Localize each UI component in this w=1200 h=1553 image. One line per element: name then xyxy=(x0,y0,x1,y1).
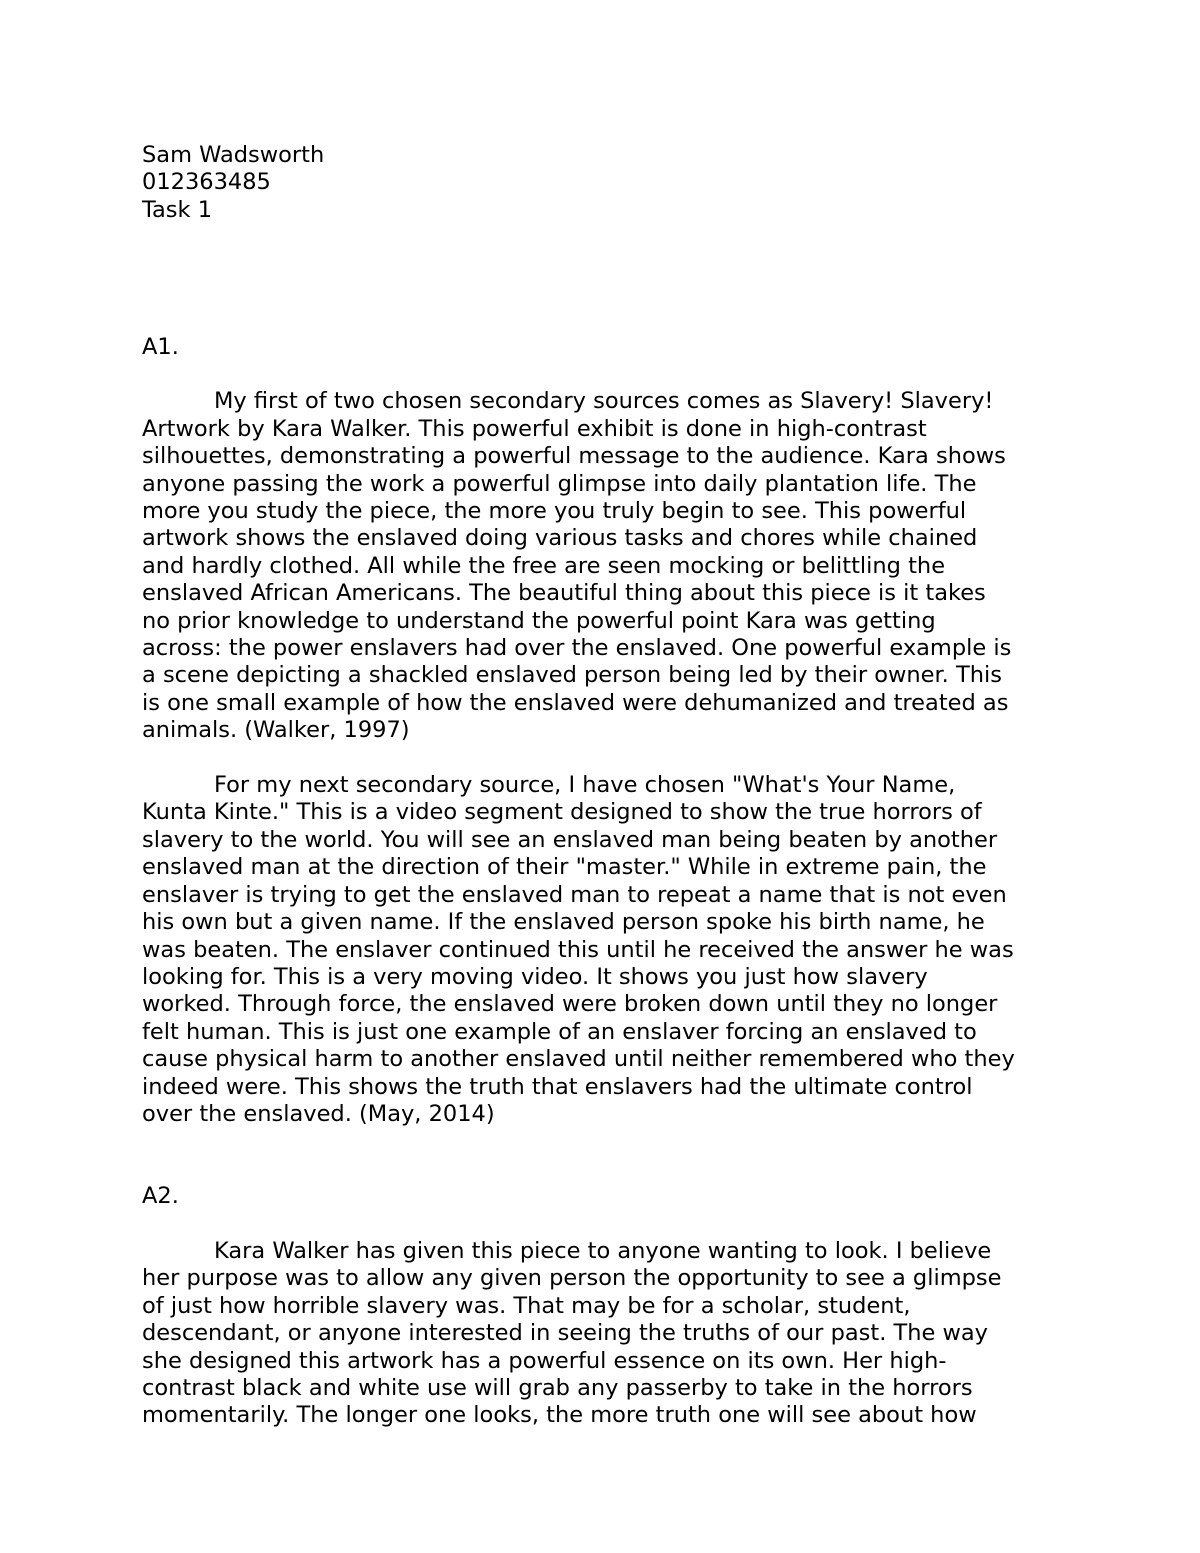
text-line: worked. Through force, the enslaved were broken down until they no longer xyxy=(142,991,998,1018)
text-line: his own but a given name. If the enslaved person spoke his birth name, he xyxy=(142,909,985,936)
text-line: momentarily. The longer one looks, the more truth one will see about how xyxy=(142,1402,977,1429)
text-line: enslaved African Americans. The beautiful thing about this piece is it takes xyxy=(142,580,986,607)
paragraph-a2-1 xyxy=(142,1238,1062,1430)
text-line: looking for. This is a very moving video. It shows you just how slavery xyxy=(142,963,928,990)
text-line: over the enslaved. (May, 2014) xyxy=(142,1100,495,1127)
text-line: felt human. This is just one example of an enslaver forcing an enslaved to xyxy=(142,1018,977,1045)
text-line: her purpose was to allow any given person the opportunity to see a glimpse xyxy=(142,1265,1002,1292)
text-line: more you study the piece, the more you truly begin to see. This powerful xyxy=(142,498,967,525)
text-line: For my next secondary source, I have chosen "What's Your Name, xyxy=(214,772,956,799)
text-line: descendant, or anyone interested in seeing the truths of our past. The way xyxy=(142,1320,989,1347)
text-line: a scene depicting a shackled enslaved person being led by their owner. This xyxy=(142,662,1002,689)
student-id: 012363485 xyxy=(142,169,271,196)
paragraph-a1-2 xyxy=(142,772,1062,1128)
section-heading-a1: A1. xyxy=(142,333,179,360)
text-line: enslaved man at the direction of their "master." While in extreme pain, the xyxy=(142,854,987,881)
text-line: My first of two chosen secondary sources comes as Slavery! Slavery! xyxy=(214,388,994,415)
text-line: and hardly clothed. All while the free are seen mocking or belittling the xyxy=(142,552,946,579)
paragraph-a1-1 xyxy=(142,388,1062,744)
text-line: slavery to the world. You will see an enslaved man being beaten by another xyxy=(142,826,998,853)
section-heading-a2: A2. xyxy=(142,1183,179,1210)
text-line: cause physical harm to another enslaved until neither remembered who they xyxy=(142,1046,1015,1073)
text-line: Kunta Kinte." This is a video segment designed to show the true horrors of xyxy=(142,799,982,826)
text-line: anyone passing the work a powerful glimpse into daily plantation life. The xyxy=(142,470,977,497)
author-name: Sam Wadsworth xyxy=(142,142,325,168)
text-line: is one small example of how the enslaved were dehumanized and treated as xyxy=(142,689,1009,716)
text-line: was beaten. The enslaver continued this until he received the answer he was xyxy=(142,936,1014,963)
text-line: no prior knowledge to understand the powerful point Kara was getting xyxy=(142,607,936,634)
text-line: silhouettes, demonstrating a powerful message to the audience. Kara shows xyxy=(142,443,1006,470)
text-line: she designed this artwork has a powerful essence on its own. Her high- xyxy=(142,1347,947,1374)
text-line: across: the power enslavers had over the enslaved. One powerful example is xyxy=(142,635,1012,662)
text-line: of just how horrible slavery was. That may be for a scholar, student, xyxy=(142,1292,911,1319)
text-line: contrast black and white use will grab any passerby to take in the horrors xyxy=(142,1374,973,1401)
text-line: enslaver is trying to get the enslaved man to repeat a name that is not even xyxy=(142,881,1007,908)
text-line: artwork shows the enslaved doing various tasks and chores while chained xyxy=(142,525,978,552)
text-line: animals. (Walker, 1997) xyxy=(142,717,410,744)
text-line: indeed were. This shows the truth that enslavers had the ultimate control xyxy=(142,1073,973,1100)
text-line: Kara Walker has given this piece to anyone wanting to look. I believe xyxy=(214,1237,992,1264)
text-line: Artwork by Kara Walker. This powerful exhibit is done in high-contrast xyxy=(142,415,927,442)
document-body xyxy=(142,142,1062,1430)
task-label: Task 1 xyxy=(142,196,213,223)
